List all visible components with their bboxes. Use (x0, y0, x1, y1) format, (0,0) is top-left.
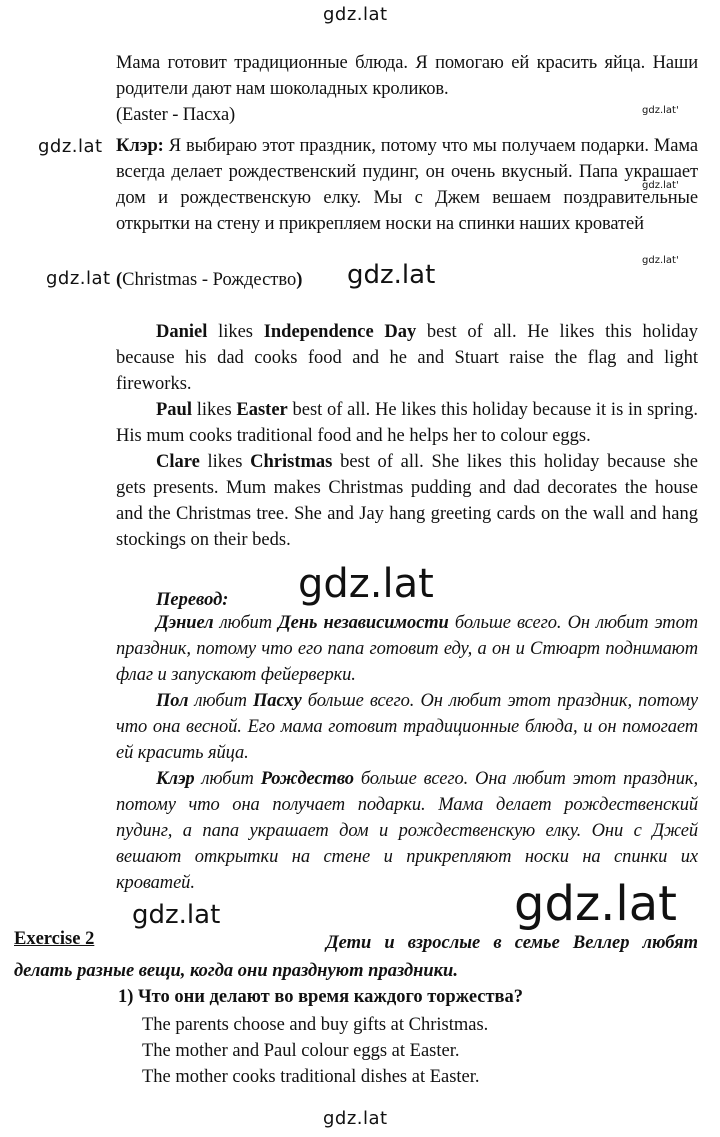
likes-word: любит (213, 613, 279, 633)
likes-word: любит (188, 691, 254, 711)
answer-line: The parents choose and buy gifts at Christmas. (142, 1015, 489, 1035)
paren-close: ) (296, 270, 303, 290)
clare-holiday-text: Christmas - Рождество (122, 270, 297, 290)
english-section (116, 319, 698, 553)
watermark-left: gdz.lat (132, 900, 221, 930)
watermark-inline: gdz.lat (347, 260, 436, 290)
paul-holiday-label: (Easter - Пасха) (116, 105, 236, 125)
english-paragraph-daniel (116, 319, 698, 397)
person-name: Clare (156, 452, 200, 472)
holiday-name: Easter (236, 400, 288, 420)
paragraph-text: best of all. He likes this holiday because it is in spring. His mum cooks traditional food and he helps her to colour eggs. (116, 400, 698, 446)
paragraph-text: best of all. He likes this holiday because his dad cooks food and he and Stuart raise the flag and light fireworks. (116, 322, 698, 394)
likes-word: likes (199, 452, 251, 472)
watermark-small: gdz.lat' (642, 255, 679, 266)
person-name: Пол (156, 691, 189, 711)
english-paragraph-clare (116, 449, 698, 553)
russian-paul-section (116, 50, 698, 128)
russian-clare-section (116, 133, 698, 237)
holiday-name: Рождество (260, 769, 354, 789)
person-name: Paul (156, 400, 192, 420)
watermark-small: gdz.lat' (642, 105, 679, 116)
translation-paragraph-daniel (116, 610, 698, 688)
paragraph-text: больше всего. Он любит этот праздник, потому что его папа готовит еду, а он и Стюарт поднимают флаг и запускают фейерверки. (116, 613, 698, 685)
translation-paragraph-paul (116, 688, 698, 766)
watermark-left: gdz.lat (46, 268, 111, 289)
likes-word: likes (191, 400, 237, 420)
paragraph-text: больше всего. Он любит этот праздник, потому что она весной. Его мама готовит традиционные блюда, и он помогает ей красить яйца. (116, 691, 698, 763)
paren-open: ( (116, 270, 123, 290)
watermark-small: gdz.lat' (642, 180, 679, 191)
holiday-name: Пасху (253, 691, 302, 711)
answer-line: The mother cooks traditional dishes at Easter. (142, 1067, 480, 1087)
holiday-name: День независимости (278, 613, 449, 633)
paragraph-text: best of all. She likes this holiday because she gets presents. Mum makes Christmas pudding and dad decorates the house and the Christmas tree. She and Jay hang greeting cards on the wall and hang stockings on their beds. (116, 452, 698, 550)
person-name: Клэр (156, 769, 195, 789)
likes-word: likes (207, 322, 264, 342)
watermark-big-right: gdz.lat (514, 876, 677, 932)
watermark-bottom: gdz.lat (323, 1108, 388, 1129)
likes-word: любит (194, 769, 261, 789)
paul-reason-paragraph: Мама готовит традиционные блюда. Я помогаю ей красить яйца. Наши родители дают нам шоколадных кроликов. (116, 53, 698, 99)
holiday-name: Christmas (250, 452, 333, 472)
clare-reason-text: Я выбираю этот праздник, потому что мы получаем подарки. Мама всегда делает рождественский пудинг, он очень вкусный. Папа украшает дом и рождественскую елку. Мы с Джем вешаем поздравительные открытки на стену и прикрепляем носки на спинки наших кроватей (116, 136, 698, 234)
clare-reason-paragraph (116, 133, 698, 237)
person-name: Daniel (156, 322, 208, 342)
translation-heading: Перевод: (156, 590, 229, 610)
translation-paragraph-clare (116, 766, 698, 896)
paragraph-text: больше всего. Она любит этот праздник, потому что она получает подарки. Мама делает рождественский пудинг, а папа украшает дом и рождественскую елку. Они с Джей вешают открытки на стене и прикрепляют носки на спинки их кроватей. (116, 769, 698, 893)
person-name: Дэниел (156, 613, 214, 633)
clare-name-label: Клэр: (116, 136, 164, 156)
exercise-2-task: Дети и взрослые в семье Веллер любят делать разные вещи, когда они празднуют праздники. (14, 933, 698, 981)
exercise-2-title: Exercise 2 (14, 929, 95, 949)
translation-section (116, 610, 698, 896)
watermark-left: gdz.lat (38, 136, 103, 157)
holiday-name: Independence Day (263, 322, 417, 342)
english-paragraph-paul (116, 397, 698, 449)
watermark-top: gdz.lat (323, 4, 388, 25)
exercise-2-question: 1) Что они делают во время каждого торжества? (118, 987, 524, 1007)
watermark-big-center: gdz.lat (298, 561, 434, 607)
answer-line: The mother and Paul colour eggs at Easter. (142, 1041, 460, 1061)
clare-holiday-label (116, 267, 302, 293)
